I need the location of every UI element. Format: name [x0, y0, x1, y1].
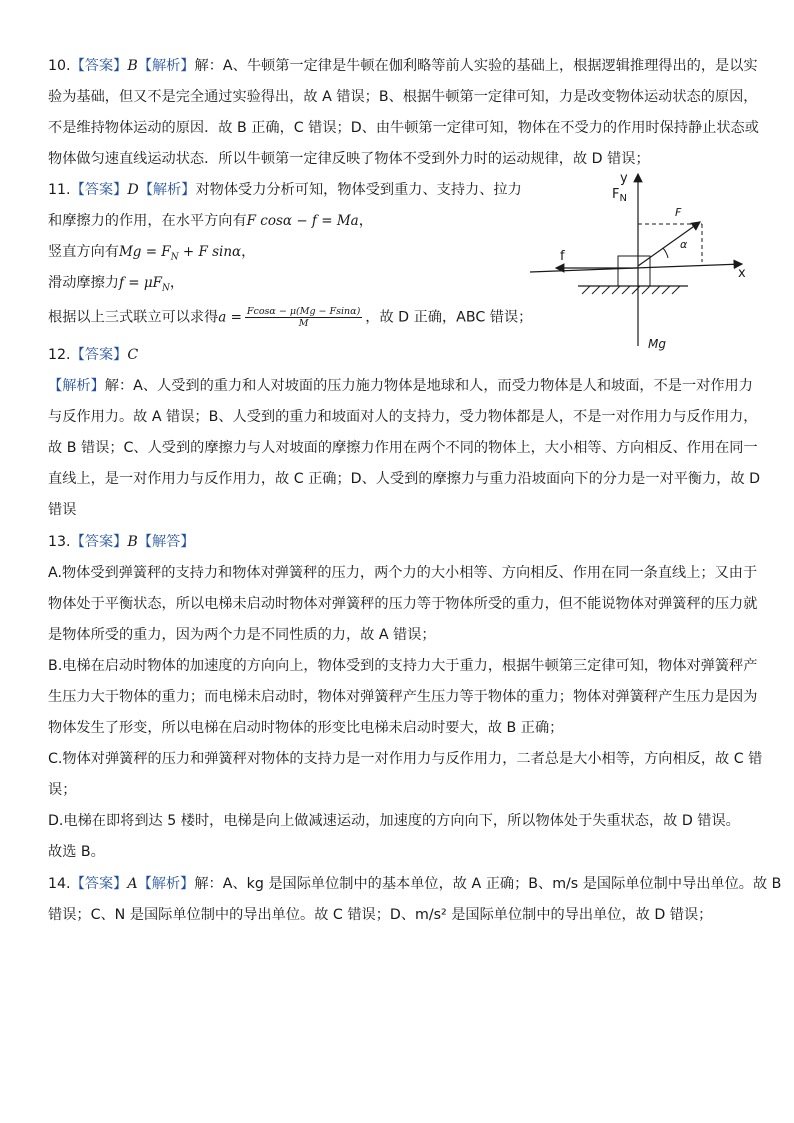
normal-force-letter: F — [612, 187, 620, 202]
q13-line-0 — [48, 532, 195, 552]
q11-result-denominator: M — [298, 318, 309, 329]
q11-answer-tag: 【答案】 — [70, 182, 128, 198]
q11-result-fraction — [245, 306, 362, 329]
q13-line-10: 故选 B。 — [48, 844, 105, 860]
q12-line-5: 错误 — [48, 502, 77, 518]
q13-line-2: 物体处于平衡状态，所以电梯未启动时物体对弹簧秤的压力等于物体所受的重力，但不能说物体对弹簧秤的压力就 — [48, 596, 758, 612]
q13-answer: B — [127, 534, 138, 550]
q13-line-9: D.电梯在即将到达 5 楼时，电梯是向上做减速运动，加速度的方向向下，所以物体处于失重状态，故 D 错误。 — [48, 813, 740, 829]
q11-punct-3: ， — [241, 244, 256, 260]
gravity-label: Mg — [648, 337, 666, 351]
q13-line-4: B.电梯在启动时物体的加速度的方向向上，物体受到的支持力大于重力，根据牛顿第三定律可知，物体对弹簧秤产 — [48, 658, 758, 674]
q11-number: 11. — [48, 182, 71, 198]
q14-line-1 — [48, 874, 781, 894]
q11-result-lhs: a = — [218, 309, 242, 326]
q12-answer-tag: 【答案】 — [70, 347, 128, 363]
q11-analysis-tag: 【解析】 — [138, 182, 196, 198]
q11-line-1 — [48, 180, 522, 200]
normal-force-sub: N — [619, 193, 627, 204]
q13-answer-tag: 【答案】 — [70, 534, 128, 550]
q11-text-4: 滑动摩擦力 — [48, 275, 119, 291]
q14-line-2: 错误；C、N 是国际单位制中的导出单位。故 C 错误；D、m/s² 是国际单位制中的导出单位，故 D 错误； — [48, 907, 713, 923]
q10-number: 10. — [48, 58, 71, 74]
q10-line-2: 验为基础，但又不是完全通过实验得出，故 A 错误；B、根据牛顿第一定律可知，力是改变物体运动状态的原因， — [48, 89, 758, 105]
q13-number: 13. — [48, 534, 71, 550]
q10-answer: B — [127, 58, 138, 74]
q11-line-4 — [48, 273, 184, 299]
force-diagram — [520, 168, 760, 358]
q11-result-numerator: Fcosα − μ(Mg − Fsinα) — [246, 306, 361, 317]
q12-line-4: 直线上，是一对作用力与反作用力，故 C 正确；D、人受到的摩擦力与重力沿坡面向下的分力是一对平衡力，故 D — [48, 471, 761, 487]
q13-line-5: 生压力大于物体的重力；而电梯未启动时，物体对弹簧秤产生压力等于物体的重力；物体对弹簧秤产生压力是因为 — [48, 689, 758, 705]
q13-line-8: 误； — [48, 782, 77, 798]
friction-label: f — [560, 249, 565, 264]
q14-answer-tag: 【答案】 — [70, 876, 128, 892]
q12-answer: C — [127, 347, 139, 363]
q13-line-3: 是物体所受的重力，因为两个力是不同性质的力，故 A 错误； — [48, 627, 436, 643]
q13-line-6: 物体发生了形变，所以电梯在启动时物体的形变比电梯未启动时要大，故 B 正确； — [48, 720, 564, 736]
angle-arc — [663, 248, 668, 258]
ground-hatch — [582, 286, 680, 294]
x-axis-label: x — [738, 266, 746, 281]
q13-line-7: C.物体对弹簧秤的压力和弹簧秤对物体的支持力是一对作用力与反作用力，二者总是大小相等，方向相反，故 C 错 — [48, 751, 763, 767]
q10-answer-tag: 【答案】 — [70, 58, 128, 74]
pull-force-arrow — [638, 222, 700, 266]
q11-text-5-end: ，故 D 正确，ABC 错误； — [365, 309, 533, 326]
q11-vertical-eq-a: Mg = F — [118, 244, 171, 260]
q10-line-4: 物体做匀速直线运动状态．所以牛顿第一定律反映了物体不受到外力时的运动规律，故 D 错误； — [48, 151, 650, 167]
q11-friction-sub: N — [161, 283, 170, 294]
q11-friction-eq: f = μF — [118, 275, 162, 291]
q12-line-1 — [48, 376, 753, 396]
q11-vertical-eq-sub: N — [170, 252, 179, 263]
q11-punct-2: ， — [358, 213, 373, 229]
q11-text-3: 竖直方向有 — [48, 244, 119, 260]
y-axis-label: y — [620, 171, 628, 186]
q11-horizontal-equation: F cosα − f = Ma — [246, 213, 359, 229]
q10-analysis-tag: 【解析】 — [137, 58, 195, 74]
q12-line-2: 与反作用力。故 A 错误；B、人受到的重力和坡面对人的支持力，受力物体都是人，不是一对作用力与反作用力， — [48, 409, 758, 425]
q12-text-1: 解：A、人受到的重力和人对坡面的压力施力物体是地球和人，而受力物体是人和坡面，不是一对作用力 — [104, 378, 753, 394]
q11-punct-4: ， — [169, 275, 185, 291]
q14-number: 14. — [48, 876, 71, 892]
pull-force-label: F — [675, 206, 682, 219]
q12-line-3: 故 B 错误；C、人受到的摩擦力与人对坡面的摩擦力作用在两个不同的物体上，大小相等、方向相反、作用在同一 — [48, 440, 758, 456]
q13-line-1: A.物体受到弹簧秤的支持力和物体对弹簧秤的压力，两个力的大小相等、方向相反、作用在同一条直线上；又由于 — [48, 565, 758, 581]
q11-vertical-equation — [118, 244, 242, 263]
q12-number: 12. — [48, 347, 71, 363]
normal-force-label — [612, 187, 627, 204]
q11-text-5: 根据以上三式联立可以求得 — [48, 309, 219, 326]
q11-text-1: 对物体受力分析可知，物体受到重力、支持力、拉力 — [195, 182, 522, 198]
q14-analysis-tag: 【解析】 — [137, 876, 195, 892]
q12-analysis-tag: 【解析】 — [48, 378, 105, 394]
q12-line-0 — [48, 345, 138, 365]
q11-vertical-eq-b: + F sinα — [178, 244, 242, 260]
q11-friction-equation — [118, 275, 170, 294]
q14-answer: A — [127, 876, 138, 892]
q11-line-5 — [48, 306, 532, 329]
angle-label: α — [680, 238, 688, 251]
q10-line-1 — [48, 56, 758, 76]
q10-text-1: 解：A、牛顿第一定律是牛顿在伽利略等前人实验的基础上，根据逻辑推理得出的，是以实 — [194, 58, 758, 74]
q11-text-2: 和摩擦力的作用，在水平方向有 — [48, 213, 247, 229]
q11-answer: D — [127, 182, 139, 198]
q11-line-3 — [48, 242, 255, 268]
q14-text-1: 解：A、kg 是国际单位制中的基本单位，故 A 正确；B、m/s 是国际单位制中导出单位。故 B — [194, 876, 782, 892]
q10-line-3: 不是维持物体运动的原因．故 B 正确，C 错误；D、由牛顿第一定律可知，物体在不受力的作用时保持静止状态或 — [48, 120, 759, 136]
q11-line-2 — [48, 211, 373, 231]
q13-solution-tag: 【解答】 — [137, 534, 195, 550]
